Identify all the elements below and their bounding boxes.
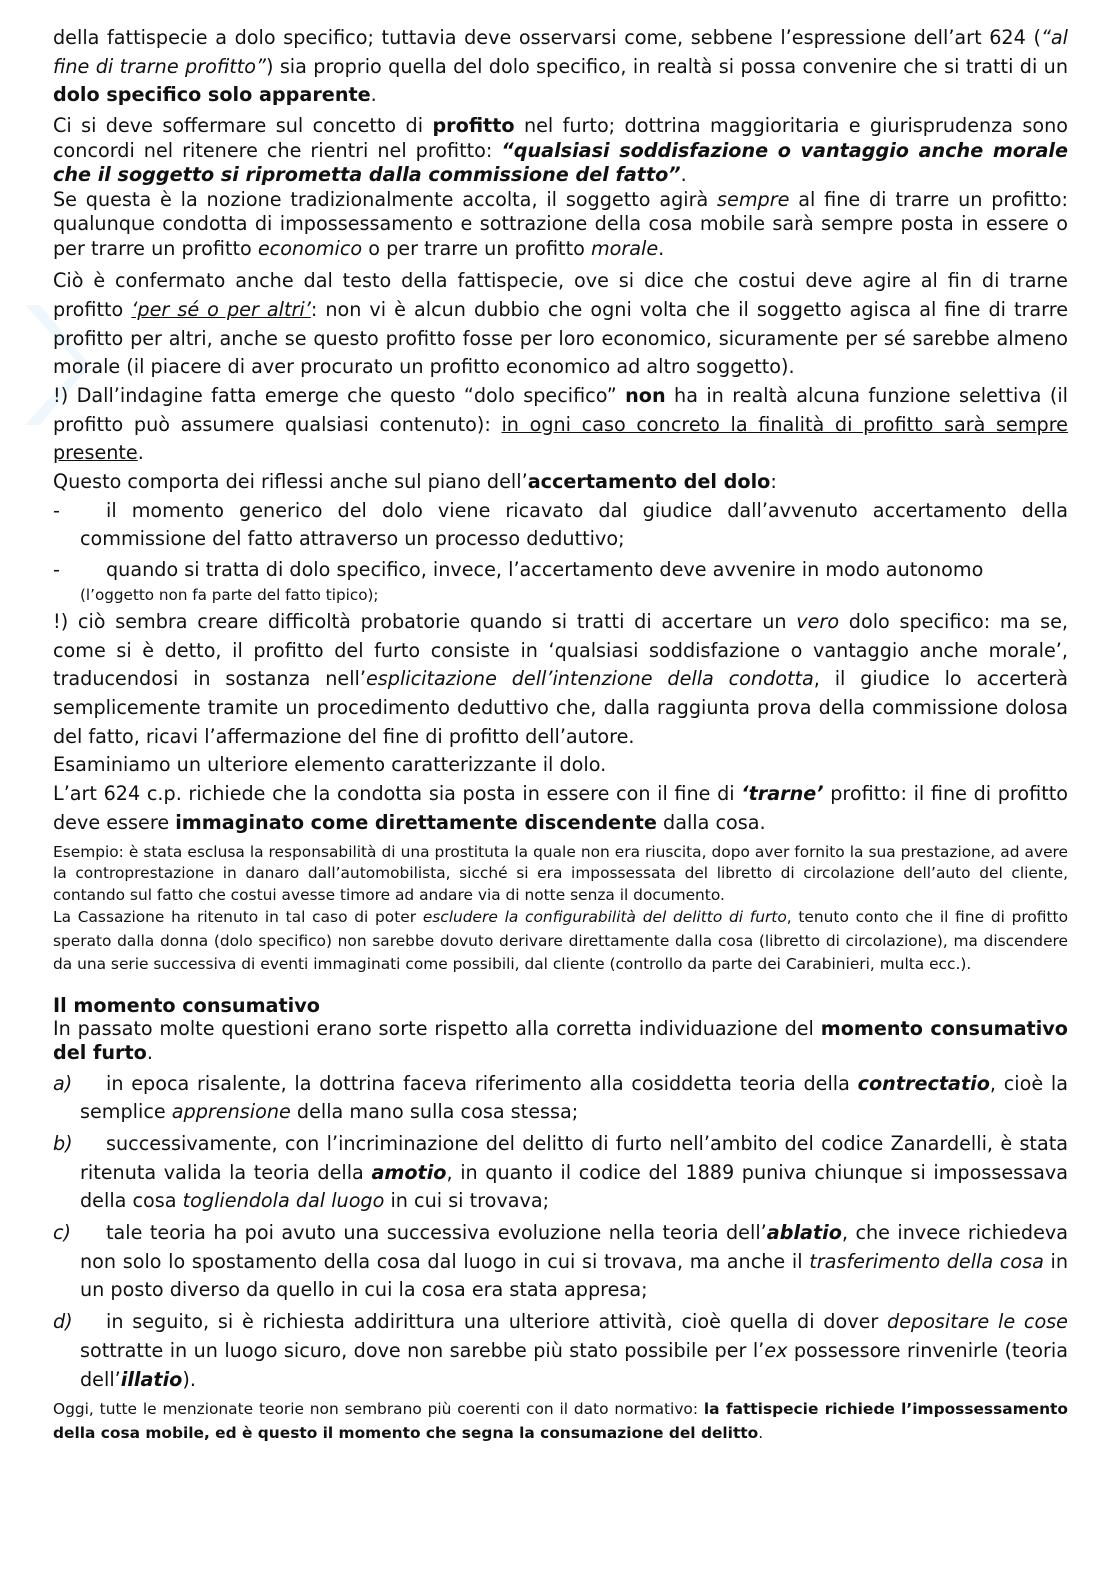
paragraph-7: !) ciò sembra creare difficoltà probatorie quando si tratti di accertare un vero dolo specifico: ma se, come si è detto, il profitto del furto consiste in ‘qualsiasi soddisfazione o vantaggio anche morale’, traducendosi in sostanza nell’esplicitazione dell’intenzione della condotta, il giudice lo accerterà semplicemente tramite un procedimento deduttivo che, dalla raggiunta prova della commissione dolosa del fatto, ricavi l’affermazione del fine di profitto dell’autore. (53, 609, 1069, 748)
list-item: b) successivamente, con l’incriminazione del delitto di furto nell’ambito del codice Zanardelli, è stata ritenuta valida la teoria della amotio, in quanto il codice del 1889 puniva chiunque si impossessava della cosa togliendola dal luogo in cui si trovava; (53, 1131, 1069, 1213)
list-item: - il momento generico del dolo viene ricavato dal giudice dall’avvenuto accertamento della commissione del fatto attraverso un processo deduttivo; (53, 498, 1068, 551)
paragraph-3: Se questa è la nozione tradizionalmente accolta, il soggetto agirà sempre al fine di trarre un profitto: qualunque condotta di impossessamento e sottrazione della cosa mobile sarà sempre posta in essere o per trarre un profitto economico o per trarre un profitto morale. (53, 187, 1068, 260)
paragraph-2: Ci si deve soffermare sul concetto di profitto nel furto; dottrina maggioritaria e giurisprudenza sono concordi nel ritenere che rientri nel profitto: “qualsiasi soddisfazione o vantaggio anche morale che il soggetto si riprometta dalla commissione del fatto”. (53, 114, 1069, 187)
paragraph-8: Esaminiamo un ulteriore elemento caratterizzante il dolo. (53, 753, 607, 777)
paragraph-9: L’art 624 c.p. richiede che la condotta sia posta in essere con il fine di ‘trarne’ profitto: il fine di profitto deve essere immaginato come direttamente discendente dalla cosa. (53, 782, 1068, 834)
list-item: - quando si tratta di dolo specifico, invece, l’accertamento deve avvenire in modo autonomo (53, 558, 984, 582)
example-cassazione: La Cassazione ha ritenuto in tal caso di poter escludere la configurabilità del delitto di furto, tenuto conto che il fine di profitto sperato dalla donna (dolo specifico) non sarebbe dovuto derivare direttamente dalla cosa (libretto di circolazione), ma discendere da una serie successiva di eventi immaginati come possibili, dal cliente (controllo da parte dei Carabinieri, multa ecc.). (53, 908, 1068, 974)
section-heading: Il momento consumativo (53, 993, 320, 1017)
example-paragraph: Esempio: è stata esclusa la responsabilità di una prostituta la quale non era riuscita, dopo aver fornito la sua prestazione, ad avere la controprestazione in danaro dall’automobilista, sicché si era impossessata del libretto di circolazione dell’auto del cliente, contando sul fatto che costui avesse timore ad andare via di notte senza il documento. (53, 842, 1068, 904)
list-item: c) tale teoria ha poi avuto una successiva evoluzione nella teoria dell’ablatio, che invece richiedeva non solo lo spostamento della cosa dal luogo in cui si trovava, ma anche il trasferimento della cosa in un posto diverso da quello in cui la cosa era stata appresa; (53, 1221, 1068, 1302)
list-item-note: (l’oggetto non fa parte del fatto tipico); (80, 585, 379, 604)
paragraph-4: Ciò è confermato anche dal testo della fattispecie, ove si dice che costui deve agire al fin di trarne profitto ‘per sé o per altri’: non vi è alcun dubbio che ogni volta che il soggetto agisca al fine di trarre profitto per altri, anche se questo profitto fosse per loro economico, sicuramente per sé sarebbe almeno morale (il piacere di aver procurato un profitto economico ad altro soggetto). (53, 269, 1068, 379)
paragraph-5: !) Dall’indagine fatta emerge che questo “dolo specifico” non ha in realtà alcuna funzione selettiva (il profitto può assumere qualsiasi contenuto): in ogni caso concreto la finalità di profitto sarà sempre presente. (53, 383, 1068, 465)
list-item: a) in epoca risalente, la dottrina faceva riferimento alla cosiddetta teoria della contrectatio, cioè la semplice apprensione della mano sulla cosa stessa; (53, 1071, 1068, 1124)
paragraph-6: Questo comporta dei riflessi anche sul piano dell’accertamento del dolo: (53, 470, 777, 494)
list-item: d) in seguito, si è richiesta addirittura una ulteriore attività, cioè quella di dover depositare le cose sottratte in un luogo sicuro, dove non sarebbe più stato possibile per l’ex possessore rinvenirle (teoria dell’illatio). (53, 1310, 1068, 1391)
section-intro: In passato molte questioni erano sorte rispetto alla corretta individuazione del momento consumativo del furto. (53, 1016, 1068, 1065)
closing-paragraph: Oggi, tutte le menzionate teorie non sembrano più coerenti con il dato normativo: la fattispecie richiede l’impossessamento della cosa mobile, ed è questo il momento che segna la consumazione del delitto. (53, 1400, 1068, 1442)
paragraph-1: della fattispecie a dolo specifico; tuttavia deve osservarsi come, sebbene l’espressione dell’art 624 (“al fine di trarne profitto”) sia proprio quella del dolo specifico, in realtà si possa convenire che si tratti di un dolo specifico solo apparente. (53, 26, 1068, 107)
